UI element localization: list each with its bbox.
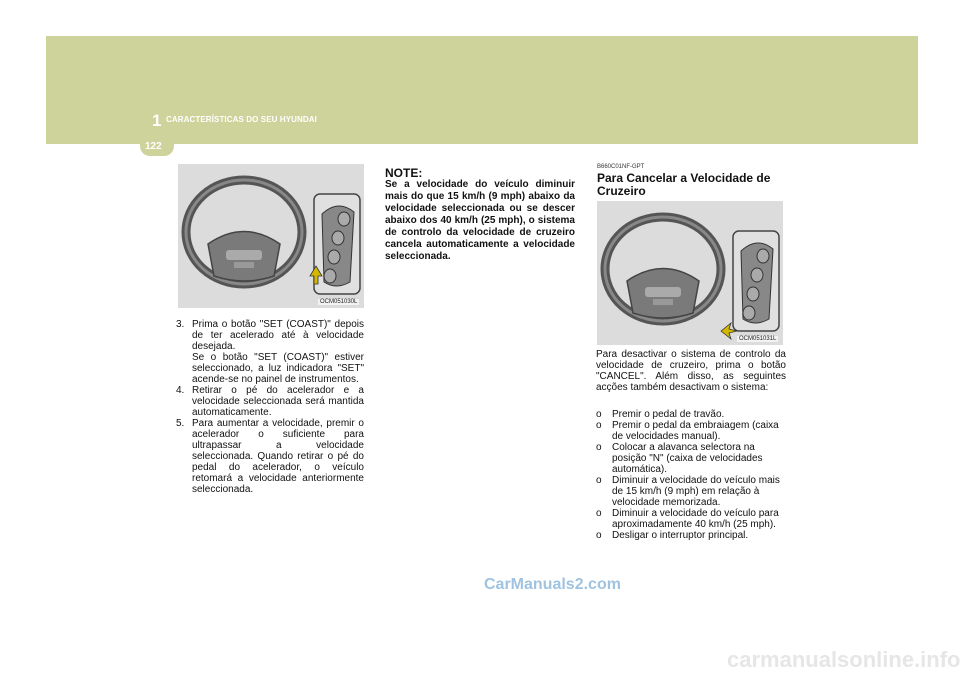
list-item <box>596 475 786 508</box>
list-item-text: Se o botão "SET (COAST)" estiver seleccionado, a luz indicadora "SET" acende-se no painel de instrumentos. <box>192 352 364 385</box>
left-instruction-list <box>176 319 364 495</box>
list-item <box>596 409 786 420</box>
figure-code: OCM051030L <box>320 299 358 305</box>
list-marker: 5. <box>176 418 185 429</box>
list-item <box>176 418 364 495</box>
list-marker: o <box>596 420 602 431</box>
note-body: Se a velocidade do veículo diminuir mais do que 15 km/h (9 mph) abaixo da velocidade seleccionada ou se descer abaixo dos 40 km/h (25 mph), o sistema de controlo da velocidade de cruzeiro cancela automaticamente a velocidade seleccionada. <box>385 179 575 262</box>
page-number: 122 <box>145 141 162 152</box>
list-marker: o <box>596 475 602 486</box>
list-marker: o <box>596 442 602 453</box>
list-item-text: Para aumentar a velocidade, premir o acelerador o suficiente para ultrapassar a velocidade seleccionada. Quando retirar o pé do pedal do acelerador, o veículo retomará a velocidade anteriormente seleccionada. <box>192 418 364 495</box>
list-marker: 4. <box>176 385 185 396</box>
chapter-header-band <box>46 36 918 144</box>
steering-wheel-illustration <box>178 164 364 308</box>
steering-wheel-figure-cancel <box>597 201 783 345</box>
steering-wheel-figure-set <box>178 164 364 308</box>
note-title: NOTE: <box>385 166 423 180</box>
list-item <box>596 442 786 475</box>
list-item-text: Premir o pedal de travão. <box>612 409 725 420</box>
list-item <box>596 508 786 530</box>
section-title: Para Cancelar a Velocidade de Cruzeiro <box>597 171 771 198</box>
list-item <box>596 530 786 541</box>
list-item <box>176 319 364 352</box>
list-item-text: Colocar a alavanca selectora na posição "N" (caixa de velocidades automática). <box>612 442 763 475</box>
chapter-number: 1 <box>152 111 162 130</box>
list-marker: o <box>596 530 602 541</box>
cancel-conditions-list <box>596 409 786 541</box>
list-item-text: Diminuir a velocidade do veículo mais de 15 km/h (9 mph) em relação à velocidade memorizada. <box>612 475 780 508</box>
list-item <box>176 352 364 385</box>
list-item <box>176 385 364 418</box>
list-item <box>596 420 786 442</box>
section-code: B660C01NF-GPT <box>597 164 645 170</box>
steering-wheel-illustration <box>597 201 783 345</box>
chapter-title: CARACTERÍSTICAS DO SEU HYUNDAI <box>166 115 318 124</box>
list-item-text: Prima o botão "SET (COAST)" depois de ter acelerado até à velocidade desejada. <box>192 319 364 352</box>
list-item-text: Retirar o pé do acelerador e a velocidade seleccionada será mantida automaticamente. <box>192 385 364 418</box>
watermark-carmanualsonline: carmanualsonline.info <box>727 647 960 672</box>
list-item-text: Premir o pedal da embraiagem (caixa de velocidades manual). <box>612 420 779 442</box>
figure-code: OCM051031L <box>739 336 777 342</box>
watermark-carmanuals2[interactable]: CarManuals2.com <box>484 576 621 593</box>
cancel-intro: Para desactivar o sistema de controlo da velocidade de cruzeiro, prima o botão "CANCEL". Além disso, as seguintes acções também desactivam o sistema: <box>596 349 786 393</box>
list-marker: o <box>596 508 602 519</box>
list-marker: 3. <box>176 319 185 330</box>
list-marker: o <box>596 409 602 420</box>
list-item-text: Diminuir a velocidade do veículo para aproximadamente 40 km/h (25 mph). <box>612 508 779 530</box>
list-item-text: Desligar o interruptor principal. <box>612 530 749 541</box>
